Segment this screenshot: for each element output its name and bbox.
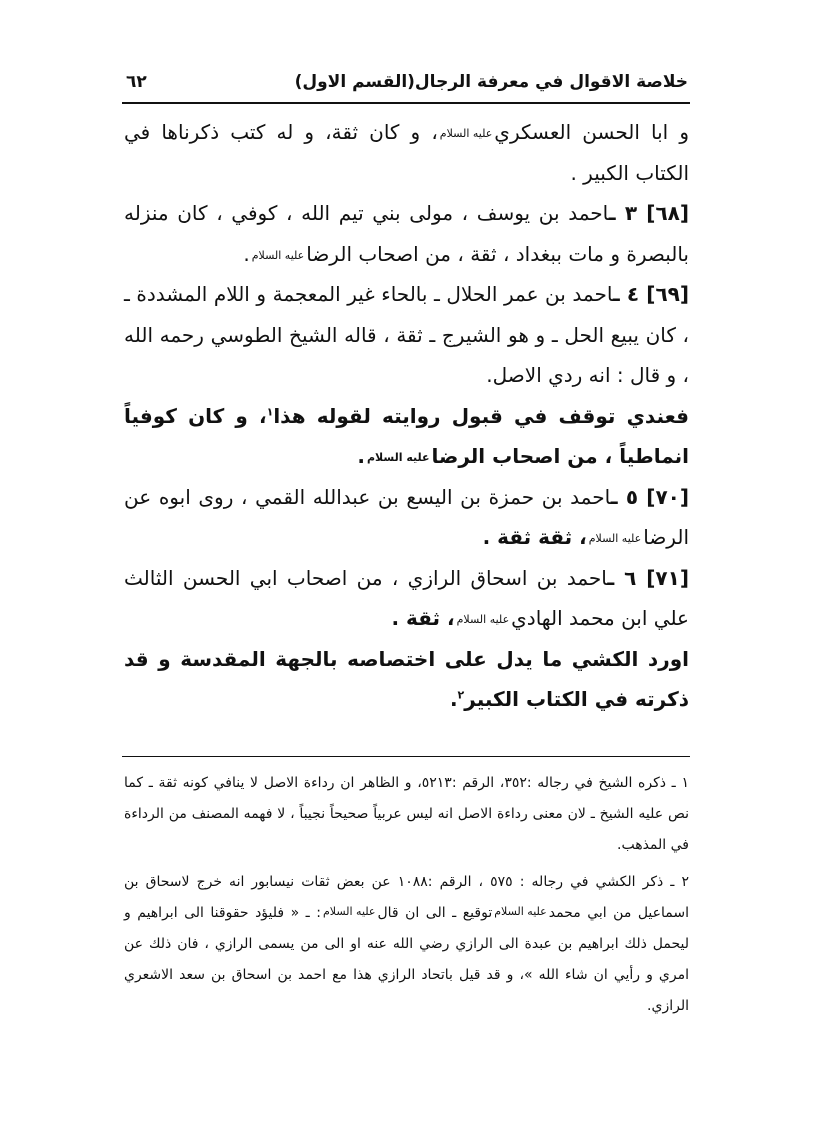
honorific-glyph: عليه السلام bbox=[456, 613, 510, 626]
honorific-glyph: عليه السلام bbox=[367, 451, 430, 464]
footnote-2: ٢ ـ ذكر الكشي في رجاله : ٥٧٥ ، الرقم :١٠٨٨ عن بعض ثقات نيسابور انه خرج لاسحاق بن اسماعيل من ابي محمدعليه السلامتوقيع ـ الى ان قالعليه السلام: ـ « فليؤد حقوقنا الى ابراهيم و ليحمل ذلك ابراهيم بن عبدة الى الرازي رضي الله عنه او الى من يسمى الرازي ، فان ذلك عن امري و رأيي ان شاء الله »، و قد قيل باتحاد الرازي هذا مع احمد بن اسحاق بن سعد الاشعري الرازي. bbox=[124, 874, 690, 1014]
footnote-ref: ١ bbox=[266, 404, 274, 418]
paragraph-intro: و ابا الحسن العسكريعليه السلام، و كان ثقة، و له كتب ذكرناها في الكتاب الكبير . bbox=[124, 120, 689, 185]
page-number: ٦٢ bbox=[126, 72, 147, 92]
page-header bbox=[126, 66, 688, 98]
entry-number: [٦٨] ٣ ـ bbox=[608, 201, 689, 225]
entry-number: [٧٠] ٥ ـ bbox=[610, 484, 689, 509]
honorific-glyph: عليه السلام bbox=[439, 127, 493, 140]
entry-number: [٦٩] ٤ ـ bbox=[612, 282, 689, 306]
honorific-glyph: عليه السلام bbox=[251, 248, 305, 262]
entry-69: [٦٩] ٤ ـاحمد بن عمر الحلال ـ بالحاء غير المعجمة و اللام المشددة ـ ، كان يبيع الحل ـ و هو الشيرج ـ ثقة ، قاله الشيخ الطوسي رحمه الله ، و قال : انه ردي الاصل. bbox=[124, 282, 689, 387]
entry-71-comment: اورد الكشي ما يدل على اختصاصه بالجهة المقدسة و قد ذكرته في الكتاب الكبير$^٢$. bbox=[124, 646, 689, 711]
footnote-rule bbox=[122, 756, 690, 757]
footnote-1: ١ ـ ذكره الشيخ في رجاله :٣٥٢، الرقم :٥٢١٣، و الظاهر ان رداءة الاصل لا ينافي كونه ثقة ـ كما نص عليه الشيخ ـ لان معنى رداءة الاصل انه ليس عربياً صحيحاً نجيباً ، لا فهمه المصنف من الرداءة في المذهب. bbox=[124, 775, 689, 853]
honorific-glyph: عليه السلام bbox=[322, 905, 376, 918]
footnotes bbox=[124, 768, 689, 1028]
honorific-glyph: عليه السلام bbox=[588, 532, 642, 545]
header-rule bbox=[122, 102, 690, 104]
entry-70: [٧٠] ٥ ـاحمد بن حمزة بن اليسع بن عبدالله القمي ، روى ابوه عن الرضاعليه السلام، ثقة ثقة . bbox=[124, 484, 689, 549]
running-title: خلاصة الاقوال في معرفة الرجال(القسم الاول) bbox=[294, 72, 688, 92]
footnote-ref: ٢ bbox=[457, 688, 465, 702]
honorific-glyph: عليه السلام bbox=[494, 905, 547, 918]
entry-69-comment: فعندي توقف في قبول روايته لقوله هذا$^١$، و كان كوفياً انماطياً ، من اصحاب الرضاعليه السلام. bbox=[124, 403, 689, 468]
main-text bbox=[124, 112, 689, 720]
entry-number: [٧١] ٦ ـ bbox=[607, 565, 689, 590]
entry-68: [٦٨] ٣ ـاحمد بن يوسف ، مولى بني تيم الله ، كوفي ، كان منزله بالبصرة و مات ببغداد ، ثقة ، من اصحاب الرضاعليه السلام. bbox=[124, 201, 689, 266]
entry-71: [٧١] ٦ ـاحمد بن اسحاق الرازي ، من اصحاب ابي الحسن الثالث علي ابن محمد الهاديعليه السلام، ثقة . bbox=[124, 565, 689, 630]
